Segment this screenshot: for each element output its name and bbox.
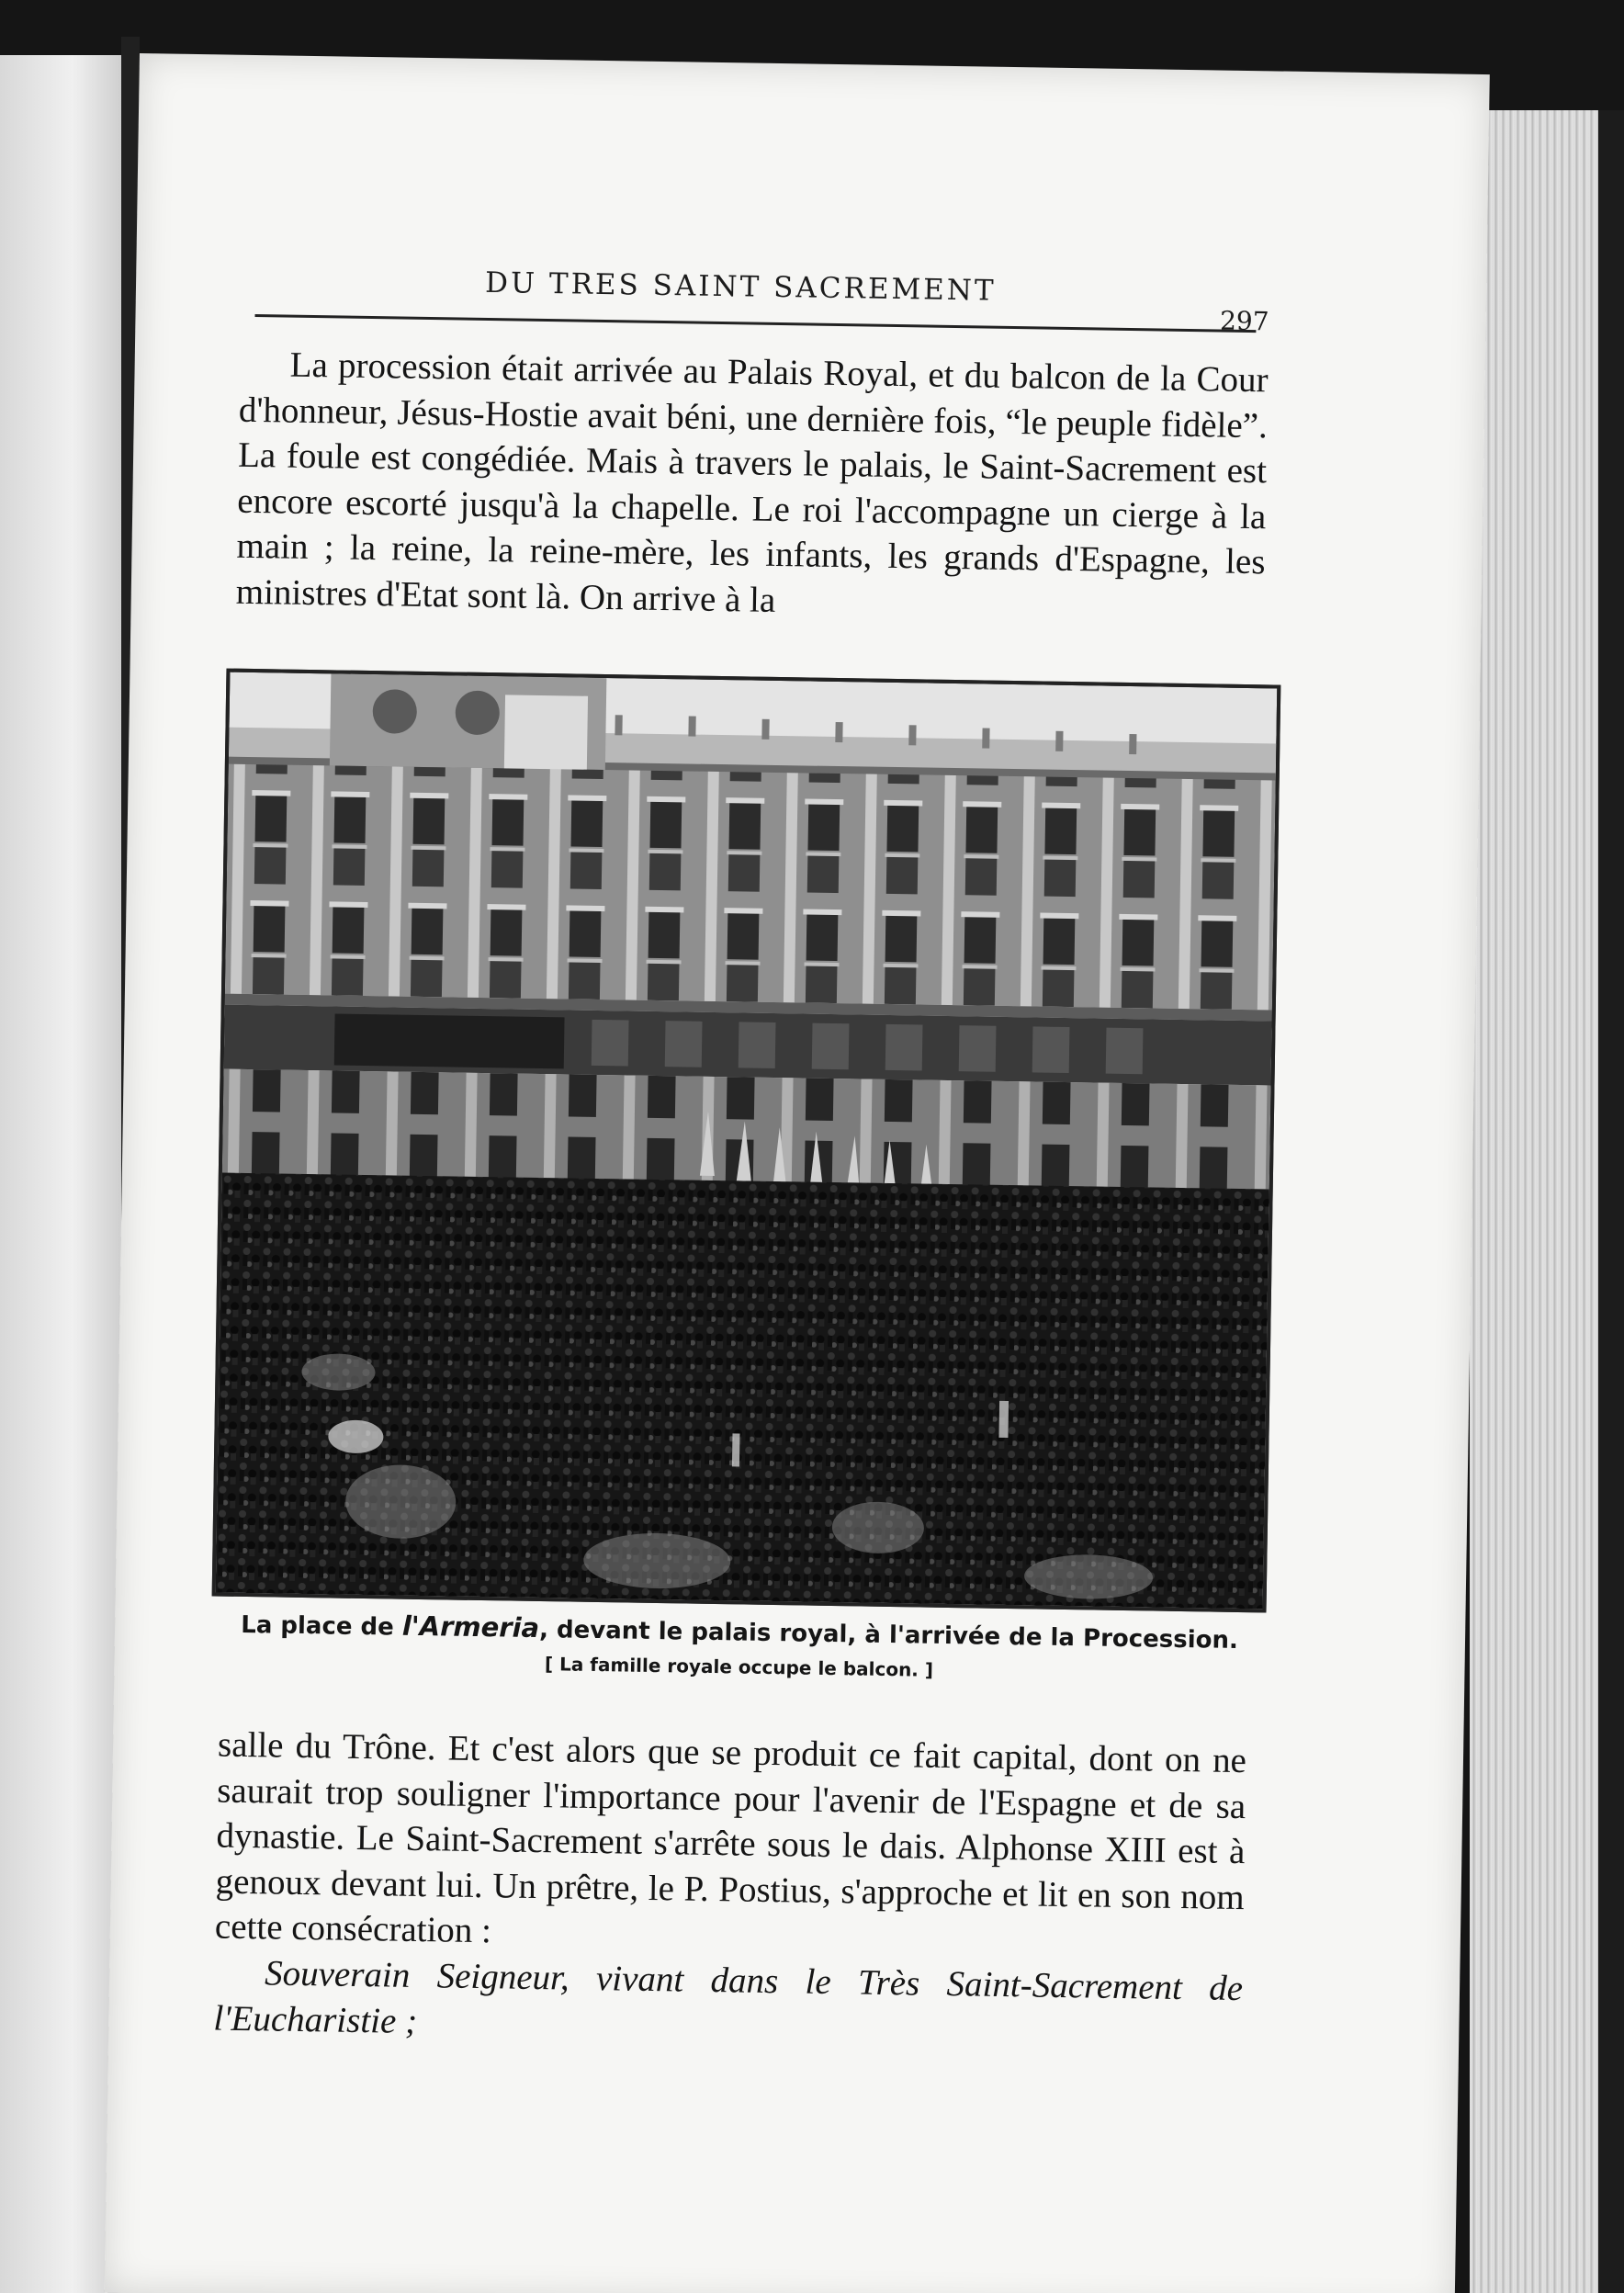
figure-caption — [178, 1607, 1300, 1687]
photo-illustration — [216, 672, 1278, 1610]
caption-text-before: La place de — [241, 1610, 403, 1642]
caption-main-line — [179, 1607, 1300, 1655]
palace-procession-photograph — [212, 669, 1281, 1613]
right-background-shadow — [1598, 110, 1624, 2293]
bottom-paragraph: salle du Trône. Et c'est alors que se produit ce fait capital, dont on ne saurait trop souligner l'importance pour l'avenir de l'Espagne et de sa dynastie. Le Saint-Sacrement s'arrête sous le dais. Alphonse XIII est à genoux devant lui. Un prêtre, le P. Postius, s'approche et lit en son nom cette consécration : — [214, 1724, 1247, 1951]
italic-consecration-paragraph: Souverain Seigneur, vivant dans le Très Saint-Sacrement de l'Eucharistie ; — [213, 1953, 1244, 2041]
top-paragraph: La procession était arrivée au Palais Royal, et du balcon de la Cour d'honneur, Jésus-Hostie avait béni, une dernière fois, “le peuple fidèle”. La foule est congédiée. Mais à travers le palais, le Saint-Sacrement est encore escorté jusqu'à la chapelle. Le roi l'accompagne un cierge à la main ; la reine, la reine-mère, les infants, les grands d'Espagne, les ministres d'Etat sont là. On arrive à la — [235, 345, 1269, 620]
caption-note: [ La famille royale occupe le balcon. ] — [544, 1653, 934, 1681]
caption-place-name: l'Armeria — [401, 1610, 540, 1644]
left-facing-page-edge — [0, 55, 121, 2293]
book-page — [105, 53, 1490, 2293]
running-head: DU TRES SAINT SACREMENT — [484, 265, 997, 308]
page-header — [255, 259, 1269, 337]
top-text-block — [235, 342, 1269, 631]
page-number: 297 — [1219, 305, 1269, 337]
right-page-block-edges — [1470, 110, 1606, 2293]
bottom-text-block — [213, 1723, 1246, 2058]
caption-text-after: , devant le palais royal, à l'arrivée de la Procession. — [538, 1616, 1239, 1655]
